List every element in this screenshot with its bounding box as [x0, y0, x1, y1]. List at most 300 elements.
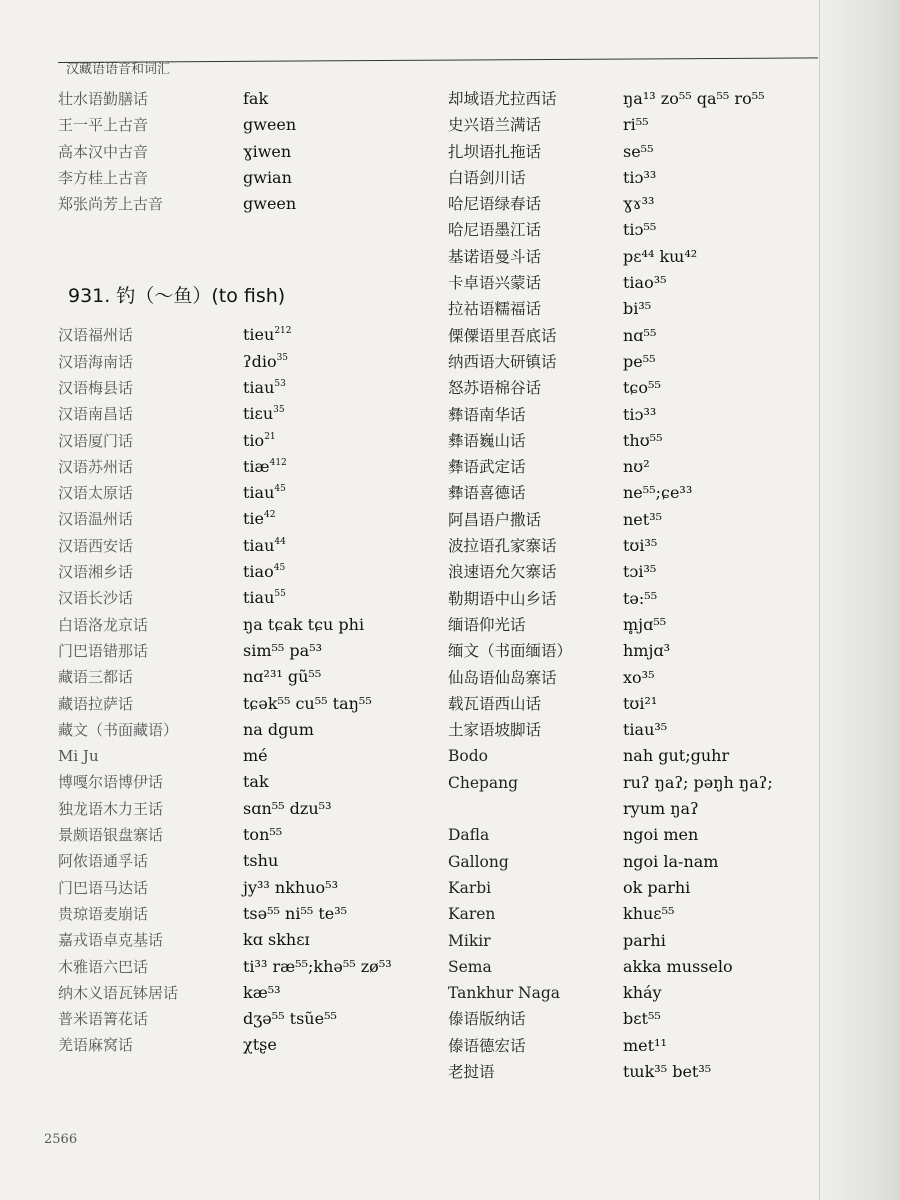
- entry-row: [58, 848, 438, 874]
- entry-row: [58, 980, 438, 1006]
- entry-row: [58, 743, 438, 769]
- dialect-name: Mikir: [448, 931, 491, 950]
- entry-row: [448, 86, 818, 112]
- word-form-text: kɑ skhɛɪ: [243, 930, 310, 950]
- entry-row: [448, 139, 818, 165]
- dialect-name: 纳木义语瓦钵居话: [58, 983, 179, 1002]
- dialect-name: 卡卓语兴蒙话: [448, 274, 542, 293]
- entry-row: [58, 769, 438, 795]
- word-form-text: gween: [243, 194, 297, 214]
- word-form: [623, 86, 765, 112]
- dialect-name: 博嘎尔语博伊话: [58, 773, 164, 792]
- right-column: [448, 86, 818, 1085]
- word-form: [243, 480, 286, 506]
- word-form: [623, 165, 656, 191]
- word-form-text: tə:⁵⁵: [623, 588, 658, 608]
- entry-row: [448, 296, 818, 322]
- dialect-name: 勒期语中山乡话: [448, 589, 557, 608]
- entry-row: [448, 428, 818, 454]
- dialect-name: 却域语尤拉西话: [448, 90, 557, 108]
- tone-superscript: 44: [274, 536, 286, 547]
- dialect-name: 缅文（书面缅语）: [448, 642, 573, 661]
- dialect-name: 老挝语: [448, 1062, 495, 1081]
- word-form: [243, 980, 281, 1006]
- word-form: [623, 217, 656, 243]
- dialect-name: 贵琼语麦崩话: [58, 904, 149, 923]
- dialect-name: 土家语坡脚话: [448, 721, 542, 740]
- dialect-name: 羌语麻窝话: [58, 1036, 134, 1055]
- word-form-text: nɑ²³¹ gũ⁵⁵: [243, 667, 322, 687]
- word-form: [623, 1033, 667, 1059]
- entry-row: [58, 191, 438, 217]
- word-form: [623, 770, 773, 796]
- entry-row: [448, 375, 818, 401]
- word-form: [623, 559, 656, 585]
- word-form: [243, 927, 310, 953]
- dialect-name: 壮水语勤膳话: [58, 90, 149, 108]
- entry-row: [448, 323, 818, 349]
- word-form: [243, 954, 392, 980]
- word-form: [243, 1032, 277, 1058]
- word-form: [623, 1006, 661, 1032]
- entry-row: [58, 664, 438, 690]
- word-form-text: tiɔ³³: [623, 404, 657, 424]
- word-form-text: thʊ⁵⁵: [623, 430, 663, 450]
- word-form-text: ngoi men: [623, 825, 699, 845]
- word-form-text: akka musselo: [623, 956, 733, 976]
- word-form: [243, 612, 364, 638]
- entry-row: [448, 165, 818, 191]
- entry-row: [448, 559, 818, 585]
- dialect-name: Chepang: [448, 773, 519, 792]
- word-form-text: tʊi³⁵: [623, 536, 658, 556]
- dialect-name: Karen: [448, 905, 496, 924]
- word-form-text: kæ⁵³: [243, 982, 281, 1002]
- right-entries-list: [448, 86, 818, 1085]
- word-form-text: tio: [243, 430, 265, 450]
- word-form-text: gween: [243, 115, 297, 135]
- word-form-text: ŋa¹³ zo⁵⁵ qa⁵⁵ ro⁵⁵: [623, 89, 765, 108]
- word-form-text: tɕo⁵⁵: [623, 378, 661, 398]
- word-form: [623, 402, 656, 428]
- dialect-name: 普米语箐花话: [58, 1010, 149, 1029]
- word-form: [243, 743, 268, 769]
- word-form-text: ok parhi: [623, 877, 691, 897]
- dialect-name: 史兴语兰满话: [448, 116, 542, 135]
- dialect-name: 独龙语木力王话: [58, 799, 164, 818]
- dialect-name: 汉语海南话: [58, 352, 134, 371]
- word-form-text: tak: [243, 772, 269, 792]
- word-form: [623, 270, 667, 296]
- tone-superscript: 212: [274, 326, 292, 337]
- entry-row: [448, 112, 818, 138]
- word-form-text: ne⁵⁵;ɕe³³: [623, 483, 693, 503]
- dialect-name: 哈尼语墨江话: [448, 221, 542, 240]
- dialect-name: 扎坝语扎拖话: [448, 142, 542, 161]
- entry-row: [448, 454, 818, 480]
- dialect-name: 门巴语马达话: [58, 878, 149, 897]
- dialect-name: 汉语西安话: [58, 536, 134, 555]
- entry-row: [448, 796, 818, 822]
- word-form: [623, 849, 718, 875]
- word-form-text: ɣiwen: [243, 141, 292, 161]
- word-form: [623, 901, 674, 927]
- word-form-text: nʊ²: [623, 457, 650, 477]
- tone-superscript: 53: [274, 378, 286, 389]
- entry-row: [448, 901, 818, 927]
- entry-row: [448, 586, 818, 612]
- entry-row: [58, 585, 438, 611]
- word-form: [623, 743, 729, 769]
- header-rule: [58, 57, 818, 63]
- dialect-name: 门巴语错那话: [58, 641, 149, 660]
- word-form-text: tiao: [243, 562, 274, 582]
- word-form-text: tiɛu: [243, 404, 274, 424]
- running-head: 汉藏语语音和词汇: [66, 62, 171, 77]
- dialect-name: 汉语福州话: [58, 326, 134, 345]
- tone-superscript: 42: [264, 510, 276, 521]
- word-form: [243, 165, 292, 191]
- word-form-text: tiɔ³³: [623, 167, 657, 187]
- word-form: [623, 665, 654, 691]
- word-form-text: nɑ⁵⁵: [623, 325, 657, 345]
- dialect-name: 藏语三都话: [58, 668, 134, 687]
- dialect-name: 景颇语银盘寨话: [58, 826, 164, 845]
- word-form-text: jy³³ nkhuo⁵³: [243, 877, 338, 897]
- entry-row: [58, 165, 438, 191]
- dialect-name: 傈僳语里吾底话: [448, 326, 557, 345]
- word-form-text: xo³⁵: [623, 667, 655, 687]
- word-form: [623, 533, 657, 559]
- word-form-text: nah gut;guhr: [623, 746, 730, 766]
- word-form: [623, 928, 666, 954]
- word-form: [623, 875, 690, 901]
- entry-row: [58, 822, 438, 848]
- word-form-text: na dgum: [243, 719, 314, 739]
- dialect-name: 彝语喜德话: [448, 484, 526, 503]
- entry-row: [448, 349, 818, 375]
- word-form: [623, 139, 654, 165]
- word-form: [243, 848, 278, 874]
- word-form: [623, 507, 662, 533]
- dialect-name: Mi Ju: [58, 747, 99, 766]
- word-form-text: kháy: [623, 983, 662, 1003]
- entry-row: [448, 217, 818, 243]
- word-form: [243, 112, 296, 138]
- left-top-list: [58, 86, 438, 217]
- dialect-name: 哈尼语绿春话: [448, 195, 542, 214]
- word-form-text: pe⁵⁵: [623, 351, 656, 371]
- tone-superscript: 35: [273, 405, 285, 416]
- entry-row: [448, 270, 818, 296]
- word-form: [623, 112, 649, 138]
- entry-row: [58, 638, 438, 664]
- word-form: [623, 954, 733, 980]
- entry-row: [448, 743, 818, 769]
- word-form: [243, 349, 288, 375]
- word-form: [243, 191, 296, 217]
- dialect-name: 王一平上古音: [58, 116, 149, 135]
- word-form-text: pɛ⁴⁴ kɯ⁴²: [623, 246, 698, 266]
- entry-row: [58, 691, 438, 717]
- dialect-name: 郑张尚芳上古音: [58, 195, 164, 214]
- entry-row: [58, 506, 438, 532]
- entry-row: [448, 1033, 818, 1059]
- word-form-text: tɯk³⁵ bet³⁵: [623, 1061, 712, 1081]
- dialect-name: 纳西语大研镇话: [448, 352, 557, 371]
- word-form-text: mé: [243, 746, 268, 766]
- dialect-name: 波拉语孔家寨话: [448, 537, 557, 556]
- word-form-text: bɛt⁵⁵: [623, 1009, 661, 1029]
- word-form: [243, 375, 286, 401]
- word-form-text: tiau: [243, 377, 275, 397]
- word-form-text: se⁵⁵: [623, 141, 654, 161]
- entry-row: [58, 927, 438, 953]
- entry-row: [58, 559, 438, 585]
- dialect-name: 缅语仰光话: [448, 615, 526, 634]
- dialect-name: Karbi: [448, 878, 492, 897]
- dialect-name: 白语洛龙京话: [58, 615, 149, 634]
- word-form: [623, 375, 661, 401]
- word-form: [623, 691, 657, 717]
- entry-row: [58, 428, 438, 454]
- word-form: [243, 86, 268, 112]
- word-form: [243, 506, 275, 532]
- entry-row: [448, 849, 818, 875]
- dialect-name: 彝语巍山话: [448, 431, 526, 450]
- page-edge: [819, 0, 900, 1200]
- entry-row: [58, 875, 438, 901]
- dialect-name: Sema: [448, 957, 492, 976]
- word-form: [623, 980, 662, 1006]
- entry-row: [448, 1059, 818, 1085]
- entry-row: [58, 401, 438, 427]
- word-form: [243, 664, 321, 690]
- word-form: [623, 191, 654, 217]
- word-form: [243, 533, 286, 559]
- word-form-text: hmjɑ³: [623, 641, 671, 661]
- entry-row: [448, 822, 818, 848]
- word-form: [243, 691, 372, 717]
- word-form: [243, 717, 314, 743]
- dialect-name: 汉语厦门话: [58, 431, 134, 450]
- word-form-text: ŋa tɕak tɕu phi: [243, 614, 365, 634]
- word-form-text: ri⁵⁵: [623, 115, 649, 135]
- dialect-name: 仙岛语仙岛寨话: [448, 668, 557, 687]
- dialect-name: 傣语德宏话: [448, 1036, 526, 1055]
- tone-superscript: 55: [274, 589, 286, 600]
- dialect-name: 汉语温州话: [58, 510, 134, 529]
- dialect-name: 汉语太原话: [58, 484, 134, 503]
- entry-row: [448, 244, 818, 270]
- entry-row: [448, 507, 818, 533]
- entry-row: [448, 691, 818, 717]
- entry-row: [448, 980, 818, 1006]
- word-form-text: tiau: [243, 535, 275, 555]
- tone-superscript: 45: [273, 563, 286, 574]
- word-form-text: sim⁵⁵ pa⁵³: [243, 640, 323, 660]
- word-form-text: net³⁵: [623, 509, 663, 529]
- word-form-text: tiau: [243, 483, 275, 503]
- dialect-name: 白语剑川话: [448, 168, 526, 187]
- dialect-name: 汉语梅县话: [58, 378, 134, 397]
- dialect-name: 汉语苏州话: [58, 457, 134, 476]
- entry-row: [58, 112, 438, 138]
- word-form: [243, 822, 282, 848]
- word-form-text: m̥jɑ⁵⁵: [623, 614, 667, 634]
- entry-row: [58, 612, 438, 638]
- word-form-text: ruʔ ŋaʔ; pəŋh ŋaʔ;: [623, 772, 773, 792]
- dialect-name: Tankhur Naga: [448, 984, 561, 1003]
- dialect-name: 李方桂上古音: [58, 168, 149, 187]
- word-form-text: ton⁵⁵: [243, 825, 283, 845]
- entry-row: [58, 349, 438, 375]
- word-form: [623, 454, 650, 480]
- dialect-name: 汉语南昌话: [58, 405, 134, 424]
- dialect-name: 阿昌语户撒话: [448, 510, 542, 529]
- tone-superscript: 412: [269, 457, 287, 468]
- entry-row: [448, 402, 818, 428]
- entry-row: [448, 770, 818, 796]
- word-form-text: tiau: [243, 588, 275, 608]
- dialect-name: 阿侬语通孚话: [58, 852, 149, 871]
- dialect-name: 藏语拉萨话: [58, 694, 134, 713]
- word-form: [623, 612, 666, 638]
- word-form: [243, 401, 285, 427]
- entry-row: [448, 533, 818, 559]
- word-form-text: ti³³ ræ⁵⁵;khə⁵⁵ zø⁵³: [243, 956, 392, 976]
- word-form-text: tiɔ⁵⁵: [623, 220, 657, 240]
- entry-row: [58, 954, 438, 980]
- entry-row: [58, 454, 438, 480]
- dialect-name: 藏文（书面藏语）: [58, 720, 179, 739]
- word-form: [243, 901, 347, 927]
- entry-row: [58, 533, 438, 559]
- entry-row: [58, 480, 438, 506]
- word-form: [623, 349, 656, 375]
- word-form: [243, 1006, 337, 1032]
- word-form: [243, 638, 322, 664]
- word-form-text: tshu: [243, 851, 279, 871]
- entry-row: [448, 1006, 818, 1032]
- word-form: [623, 428, 662, 454]
- word-form-text: sɑn⁵⁵ dzu⁵³: [243, 798, 332, 818]
- entry-row: [58, 139, 438, 165]
- word-form-text: met¹¹: [623, 1035, 667, 1055]
- word-form: [623, 323, 656, 349]
- entry-row: [58, 901, 438, 927]
- word-form-text: ʔdio: [243, 351, 277, 371]
- tone-superscript: 45: [274, 484, 286, 495]
- word-form: [623, 717, 667, 743]
- entry-row: [58, 1006, 438, 1032]
- word-form: [623, 796, 699, 822]
- word-form-text: tiæ: [243, 456, 270, 476]
- entry-row: [58, 1032, 438, 1058]
- tone-superscript: 21: [264, 431, 276, 442]
- word-form: [623, 296, 651, 322]
- word-form-text: tɕək⁵⁵ cu⁵⁵ taŋ⁵⁵: [243, 693, 372, 713]
- word-form: [623, 1059, 711, 1085]
- word-form: [243, 585, 286, 611]
- word-form: [243, 559, 285, 585]
- page-number: 2566: [44, 1132, 78, 1147]
- tone-superscript: 35: [276, 352, 289, 363]
- dialect-name: Gallong: [448, 852, 509, 871]
- dialect-name: 高本汉中古音: [58, 142, 149, 161]
- word-form: [243, 796, 331, 822]
- entry-row: [448, 480, 818, 506]
- entry-row: [58, 717, 438, 743]
- dialect-name: 彝语武定话: [448, 458, 526, 477]
- word-form: [243, 322, 292, 348]
- word-form-text: tiau³⁵: [623, 720, 668, 740]
- dialect-name: 嘉戎语卓克基话: [58, 931, 164, 950]
- entry-title: 931. 钓（～鱼）(to fish): [68, 285, 286, 308]
- left-column: [58, 86, 438, 1059]
- entry-row: [448, 638, 818, 664]
- dialect-name: 汉语长沙话: [58, 589, 134, 608]
- entry-row: [448, 665, 818, 691]
- word-form-text: bi³⁵: [623, 299, 652, 319]
- word-form-text: khuɛ⁵⁵: [623, 904, 675, 924]
- word-form-text: tie: [243, 509, 265, 529]
- dialect-name: 浪速语允欠寨话: [448, 563, 557, 582]
- word-form-text: ɣɤ³³: [623, 194, 655, 214]
- entry-row: [448, 954, 818, 980]
- entry-row: [58, 375, 438, 401]
- entry-row: [448, 875, 818, 901]
- word-form-text: ngoi la-nam: [623, 851, 719, 871]
- word-form-text: tsə⁵⁵ ni⁵⁵ te³⁵: [243, 903, 348, 923]
- dialect-name: 拉祜语糯福话: [448, 300, 542, 319]
- word-form-text: χtʂe: [243, 1035, 277, 1055]
- word-form-text: tiao³⁵: [623, 273, 667, 293]
- dialect-name: 傣语版纳话: [448, 1010, 526, 1029]
- entry-row: [448, 191, 818, 217]
- entry-row: [448, 612, 818, 638]
- word-form: [623, 244, 697, 270]
- word-form: [243, 428, 276, 454]
- entry-row: [448, 717, 818, 743]
- word-form: [623, 586, 657, 612]
- entry-row: [58, 796, 438, 822]
- word-form-text: dʒə⁵⁵ tsũe⁵⁵: [243, 1009, 337, 1029]
- word-form: [623, 638, 670, 664]
- word-form-text: tɔi³⁵: [623, 562, 657, 582]
- dialect-name: 载瓦语西山话: [448, 694, 542, 713]
- dialect-name: Dafla: [448, 826, 490, 845]
- word-form-text: gwian: [243, 167, 292, 187]
- word-form-text: tʊi²¹: [623, 693, 658, 713]
- entry-row: [58, 86, 438, 112]
- dialect-name: 木雅语六巴话: [58, 957, 149, 976]
- word-form-text: parhi: [623, 930, 666, 950]
- word-form-text: fak: [243, 89, 269, 108]
- dialect-name: 汉语湘乡话: [58, 563, 134, 582]
- entry-row: [448, 928, 818, 954]
- word-form: [243, 769, 269, 795]
- word-form: [243, 139, 291, 165]
- dialect-name: 彝语南华话: [448, 405, 526, 424]
- word-form: [623, 480, 692, 506]
- entry-row: [58, 322, 438, 348]
- dialect-name: Bodo: [448, 747, 488, 766]
- left-entries-list: [58, 322, 438, 1058]
- word-form-text: ryum ŋaʔ: [623, 799, 699, 819]
- word-form: [243, 875, 338, 901]
- dialect-name: 怒苏语棉谷话: [448, 379, 542, 398]
